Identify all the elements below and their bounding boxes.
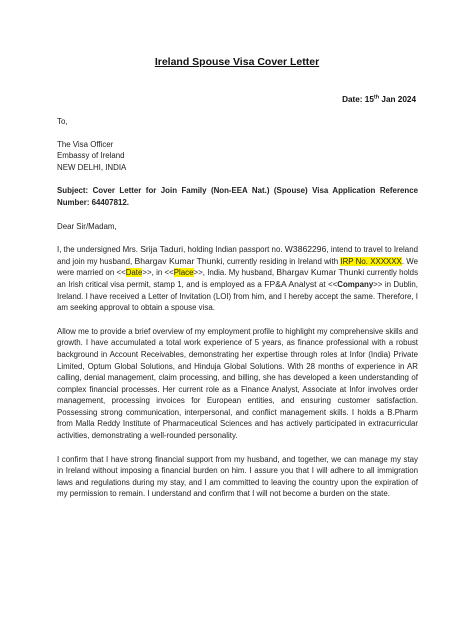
passport-number: W3862296 bbox=[284, 244, 327, 255]
p1-text: , currently residing in Ireland with bbox=[222, 256, 341, 266]
address-line-1: The Visa Officer bbox=[57, 139, 114, 149]
recipient-address bbox=[57, 139, 418, 174]
date-placeholder-highlight: Date bbox=[125, 268, 143, 278]
date-ordinal: th bbox=[373, 94, 380, 101]
employment-paragraph: Allow me to provide a brief overview of my employment profile to highlight my comprehensive skills and growth. I have accumulated a total work experience of 5 years, as finance professional with a robust background in Account Receivables, demonstrating her expertise through roles at Infor (India) Private Limited, Optum Global Solutions, and Hinduja Global Solutions. With 28 months of experience in AR calling, denial management, claim processing, and billing, she has developed a keen understanding of complex financial processes. Her current role as a Finance Analyst, Associate at Infor involves order management, processing invoices for European entities, and ensuring customer satisfaction. Possessing strong communication, interpersonal, and conflict management skills. I holds a B.Pharm from Malla Reddy Institute of Pharmaceutical Sciences and has actively participated in extracurricular activities, demonstrating a well-rounded personality. bbox=[57, 326, 418, 441]
letter-date bbox=[342, 95, 416, 104]
p1-text: >> in Dublin, Ireland. I have received a Letter of Invitation (LOI) from him, and I hereby accept the same. Therefore, I am seeking approval to obtain a spouse visa. bbox=[57, 279, 418, 313]
p1-text: . We were married on << bbox=[57, 256, 418, 278]
company-placeholder: Company bbox=[337, 279, 374, 289]
to-line: To, bbox=[57, 117, 68, 126]
husband-name: Bhargav Kumar Thunki bbox=[134, 255, 223, 266]
financial-support-paragraph: I confirm that I have strong financial support from my husband, and together, we can manage my stay in Ireland without imposing a financial burden on him. I assure you that I will adhere to all immigration laws and regulations during my stay, and I am committed to leaving the country upon the expiration of my permission to remain. I understand and confirm that I will not become a burden on the state. bbox=[57, 454, 418, 499]
p1-text: >>, India. My husband, bbox=[193, 268, 277, 278]
husband-role: FP&A Analyst bbox=[264, 278, 317, 289]
place-placeholder-highlight: Place bbox=[173, 268, 194, 278]
address-line-3: NEW DELHI, INDIA bbox=[57, 162, 127, 172]
irp-number-highlight: IRP No. XXXXXX bbox=[340, 256, 402, 266]
date-rest: Jan 2024 bbox=[379, 95, 416, 104]
subject-line: Subject: Cover Letter for Join Family (Non-EEA Nat.) (Spouse) Visa Application Reference Number: 64407812. bbox=[57, 186, 418, 207]
applicant-name: Srija Taduri bbox=[140, 244, 184, 255]
salutation: Dear Sir/Madam, bbox=[57, 221, 117, 231]
date-label: Date: 15 bbox=[342, 95, 374, 104]
p1-text: I, the undersigned Mrs. bbox=[57, 245, 141, 255]
p1-text: >>, in << bbox=[142, 268, 174, 278]
husband-name-2: Bhargav Kumar Thunki bbox=[276, 267, 365, 278]
p1-text: , holding Indian passport no. bbox=[183, 245, 285, 255]
p1-text: , intend to travel to Ireland and join my husband, bbox=[57, 245, 418, 266]
p1-text: currently holds an Irish critical visa permit, stamp 1, and is employed as a bbox=[57, 268, 419, 289]
letter-title: Ireland Spouse Visa Cover Letter bbox=[154, 56, 320, 68]
intro-paragraph bbox=[57, 244, 418, 314]
p1-text: at << bbox=[316, 279, 338, 289]
address-line-2: Embassy of Ireland bbox=[57, 151, 125, 161]
letter-body bbox=[57, 116, 418, 500]
